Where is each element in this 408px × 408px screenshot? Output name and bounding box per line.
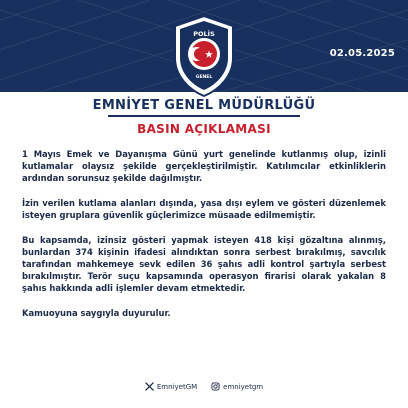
social-footer <box>0 382 408 391</box>
press-release-title: BASIN AÇIKLAMASI <box>137 122 271 136</box>
press-release-body <box>22 148 386 332</box>
paragraph-3: Bu kapsamda, izinsiz gösteri yapmak isteyen 418 kişi gözaltına alınmış, bunlardan 374 kişinin ifadesi alındıktan sonra serbest bırakılmış, savcılık tarafından mahkemeye sevk edilen 36 şahıs adli kontrol şartıyla serbest bırakılmıştır. Terör suçu kapsamında operasyon firarisi olarak yakalan 8 şahıs hakkında adli işlemler devam etmektedir. <box>22 235 386 293</box>
instagram-account[interactable] <box>211 382 263 391</box>
organization-title: EMNİYET GENEL MÜDÜRLÜĞÜ <box>92 98 316 113</box>
paragraph-1: 1 Mayıs Emek ve Dayanışma Günü yurt genelinde kutlanmış olup, izinli kutlamalar olaysız şekilde gerçekleştirilmiştir. Katılımcılar etkinliklerin ardından sorunsuz şekilde dağılmıştır. <box>22 149 386 183</box>
x-icon <box>145 382 154 391</box>
police-badge-logo <box>171 14 237 98</box>
x-handle: EmniyetGM <box>156 382 198 391</box>
badge-bottom-text: GENEL <box>195 75 213 80</box>
title-divider <box>108 115 300 117</box>
date-label: 02.05.2025 <box>329 48 395 59</box>
paragraph-4: Kamuoyuna saygıyla duyurulur. <box>22 308 171 318</box>
instagram-icon <box>211 382 220 391</box>
badge-top-text: POLİS <box>193 30 215 38</box>
x-account[interactable] <box>145 382 197 391</box>
paragraph-2: İzin verilen kutlama alanları dışında, yasa dışı eylem ve gösteri düzenlemek isteyen gruplara güvenlik güçlerimizce müsaade edilmemiştir. <box>22 198 386 220</box>
instagram-handle: emniyetgm <box>223 382 264 391</box>
